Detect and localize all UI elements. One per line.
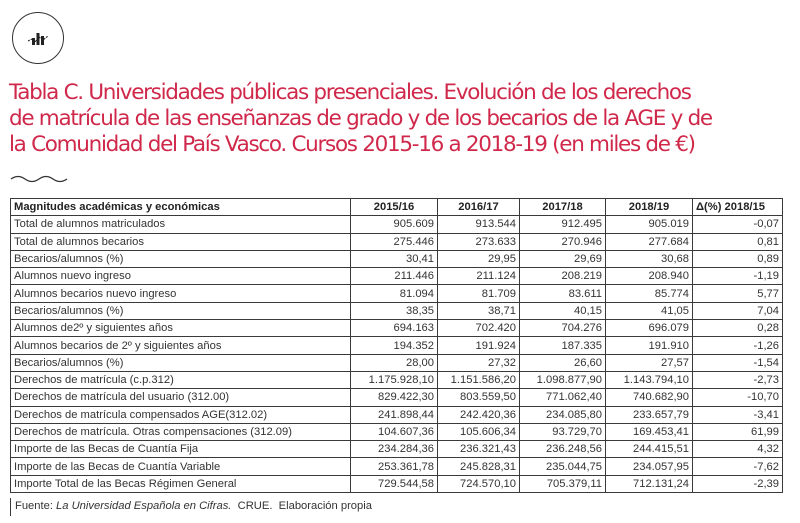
row-label: Importe de las Becas de Cuantía Variable bbox=[11, 458, 351, 475]
table-cell: -7,62 bbox=[693, 458, 783, 475]
table-row bbox=[11, 406, 783, 423]
table-cell: 277.684 bbox=[606, 233, 693, 250]
wave-divider-icon bbox=[10, 174, 70, 184]
title-line: la Comunidad del País Vasco. Cursos 2015-16 a 2018-19 (en miles de €) bbox=[9, 132, 695, 157]
table-cell: 905.609 bbox=[351, 216, 438, 233]
table-cell: 724.570,10 bbox=[438, 475, 520, 492]
table-row bbox=[11, 268, 783, 285]
table-cell: 696.079 bbox=[606, 320, 693, 337]
table-cell: 191.910 bbox=[606, 337, 693, 354]
table-cell: 211.124 bbox=[438, 268, 520, 285]
table-cell: -3,41 bbox=[693, 406, 783, 423]
table-cell: -1,19 bbox=[693, 268, 783, 285]
table-cell: 81.709 bbox=[438, 285, 520, 302]
table-cell: 61,99 bbox=[693, 423, 783, 440]
bar-chart-trend-icon bbox=[27, 29, 49, 47]
table-cell: 829.422,30 bbox=[351, 389, 438, 406]
table-cell: 104.607,36 bbox=[351, 423, 438, 440]
table-cell: 191.924 bbox=[438, 337, 520, 354]
table-row bbox=[11, 320, 783, 337]
table-cell: 83.611 bbox=[520, 285, 606, 302]
table-cell: 803.559,50 bbox=[438, 389, 520, 406]
row-label: Becarios/alumnos (%) bbox=[11, 354, 351, 371]
table-cell: 26,60 bbox=[520, 354, 606, 371]
table-cell: 0,81 bbox=[693, 233, 783, 250]
table-cell: 771.062,40 bbox=[520, 389, 606, 406]
column-header: 2016/17 bbox=[438, 199, 520, 216]
column-header: Δ(%) 2018/15 bbox=[693, 199, 783, 216]
table-row bbox=[11, 337, 783, 354]
table-cell: 242.420,36 bbox=[438, 406, 520, 423]
table-header-row bbox=[11, 199, 783, 216]
table-row bbox=[11, 216, 783, 233]
table-cell: 211.446 bbox=[351, 268, 438, 285]
title-line: Tabla C. Universidades públicas presenciales. Evolución de los derechos bbox=[9, 80, 691, 105]
table-cell: 236.321,43 bbox=[438, 441, 520, 458]
table-row bbox=[11, 250, 783, 267]
row-label: Alumnos becarios de 2º y siguientes años bbox=[11, 337, 351, 354]
table-cell: 4,32 bbox=[693, 441, 783, 458]
row-label: Derechos de matrícula compensados AGE(312.02) bbox=[11, 406, 351, 423]
table-cell: 7,04 bbox=[693, 302, 783, 319]
column-header: 2015/16 bbox=[351, 199, 438, 216]
table-cell: -10,70 bbox=[693, 389, 783, 406]
table-cell: 40,15 bbox=[520, 302, 606, 319]
title-line: de matrícula de las enseñanzas de grado y de los becarios de la AGE y de bbox=[9, 106, 712, 131]
table-cell: 234.284,36 bbox=[351, 441, 438, 458]
table-cell: 27,32 bbox=[438, 354, 520, 371]
row-label: Derechos de matrícula. Otras compensaciones (312.09) bbox=[11, 423, 351, 440]
table-cell: 234.057,95 bbox=[606, 458, 693, 475]
row-label: Alumnos nuevo ingreso bbox=[11, 268, 351, 285]
table-row bbox=[11, 458, 783, 475]
table-cell: 5,77 bbox=[693, 285, 783, 302]
column-header: 2018/19 bbox=[606, 199, 693, 216]
table-cell: 208.219 bbox=[520, 268, 606, 285]
row-label: Derechos de matrícula del usuario (312.00) bbox=[11, 389, 351, 406]
data-table bbox=[10, 198, 783, 493]
table-cell: 30,41 bbox=[351, 250, 438, 267]
table-cell: 705.379,11 bbox=[520, 475, 606, 492]
table-cell: 208.940 bbox=[606, 268, 693, 285]
table-cell: 235.044,75 bbox=[520, 458, 606, 475]
table-cell: 712.131,24 bbox=[606, 475, 693, 492]
table-cell: 28,00 bbox=[351, 354, 438, 371]
table-cell: -1,54 bbox=[693, 354, 783, 371]
table-cell: -1,26 bbox=[693, 337, 783, 354]
table-row bbox=[11, 389, 783, 406]
table-cell: 704.276 bbox=[520, 320, 606, 337]
table-cell: 0,28 bbox=[693, 320, 783, 337]
table-cell: 234.085,80 bbox=[520, 406, 606, 423]
table-cell: 1.175.928,10 bbox=[351, 371, 438, 388]
column-header: Magnitudes académicas y económicas bbox=[11, 199, 351, 216]
table-row bbox=[11, 371, 783, 388]
table-cell: 29,95 bbox=[438, 250, 520, 267]
footer-prefix: Fuente: bbox=[15, 500, 57, 512]
table-footer-source bbox=[10, 498, 515, 516]
row-label: Alumnos de2º y siguientes años bbox=[11, 320, 351, 337]
table-cell: 270.946 bbox=[520, 233, 606, 250]
table-cell: 273.633 bbox=[438, 233, 520, 250]
table-cell: 253.361,78 bbox=[351, 458, 438, 475]
table-cell: 740.682,90 bbox=[606, 389, 693, 406]
table-cell: 241.898,44 bbox=[351, 406, 438, 423]
row-label: Becarios/alumnos (%) bbox=[11, 250, 351, 267]
table-cell: -2,73 bbox=[693, 371, 783, 388]
table-cell: 27,57 bbox=[606, 354, 693, 371]
table-cell: 93.729,70 bbox=[520, 423, 606, 440]
table-cell: 913.544 bbox=[438, 216, 520, 233]
table-cell: 85.774 bbox=[606, 285, 693, 302]
table-cell: 236.248,56 bbox=[520, 441, 606, 458]
row-label: Importe Total de las Becas Régimen General bbox=[11, 475, 351, 492]
table-cell: 38,71 bbox=[438, 302, 520, 319]
row-label: Total de alumnos becarios bbox=[11, 233, 351, 250]
table-cell: 912.495 bbox=[520, 216, 606, 233]
table-cell: 187.335 bbox=[520, 337, 606, 354]
table-cell: 233.657,79 bbox=[606, 406, 693, 423]
table-cell: 1.098.877,90 bbox=[520, 371, 606, 388]
table-cell: 81.094 bbox=[351, 285, 438, 302]
table-row bbox=[11, 233, 783, 250]
row-label: Importe de las Becas de Cuantía Fija bbox=[11, 441, 351, 458]
table-row bbox=[11, 441, 783, 458]
row-label: Total de alumnos matriculados bbox=[11, 216, 351, 233]
table-row bbox=[11, 423, 783, 440]
table-row bbox=[11, 354, 783, 371]
table-cell: 244.415,51 bbox=[606, 441, 693, 458]
table-cell: 905.019 bbox=[606, 216, 693, 233]
table-cell: -2,39 bbox=[693, 475, 783, 492]
logo bbox=[12, 12, 64, 64]
table-cell: 30,68 bbox=[606, 250, 693, 267]
table-cell: 275.446 bbox=[351, 233, 438, 250]
table-cell: 694.163 bbox=[351, 320, 438, 337]
footer-suffix: CRUE. Elaboración propia bbox=[231, 500, 372, 512]
table-cell: 41,05 bbox=[606, 302, 693, 319]
footer-source-title: La Universidad Española en Cifras. bbox=[56, 500, 232, 512]
row-label: Alumnos becarios nuevo ingreso bbox=[11, 285, 351, 302]
table-cell: 0,89 bbox=[693, 250, 783, 267]
table-cell: 38,35 bbox=[351, 302, 438, 319]
table-cell: 194.352 bbox=[351, 337, 438, 354]
table-row bbox=[11, 475, 783, 492]
table-cell: 169.453,41 bbox=[606, 423, 693, 440]
table-cell: 245.828,31 bbox=[438, 458, 520, 475]
table-row bbox=[11, 302, 783, 319]
table-cell: 105.606,34 bbox=[438, 423, 520, 440]
row-label: Becarios/alumnos (%) bbox=[11, 302, 351, 319]
table-cell: 29,69 bbox=[520, 250, 606, 267]
table-row bbox=[11, 285, 783, 302]
table-cell: -0,07 bbox=[693, 216, 783, 233]
page-title bbox=[9, 80, 794, 158]
table-cell: 1.151.586,20 bbox=[438, 371, 520, 388]
table-cell: 702.420 bbox=[438, 320, 520, 337]
table-cell: 1.143.794,10 bbox=[606, 371, 693, 388]
column-header: 2017/18 bbox=[520, 199, 606, 216]
row-label: Derechos de matrícula (c.p.312) bbox=[11, 371, 351, 388]
table-cell: 729.544,58 bbox=[351, 475, 438, 492]
